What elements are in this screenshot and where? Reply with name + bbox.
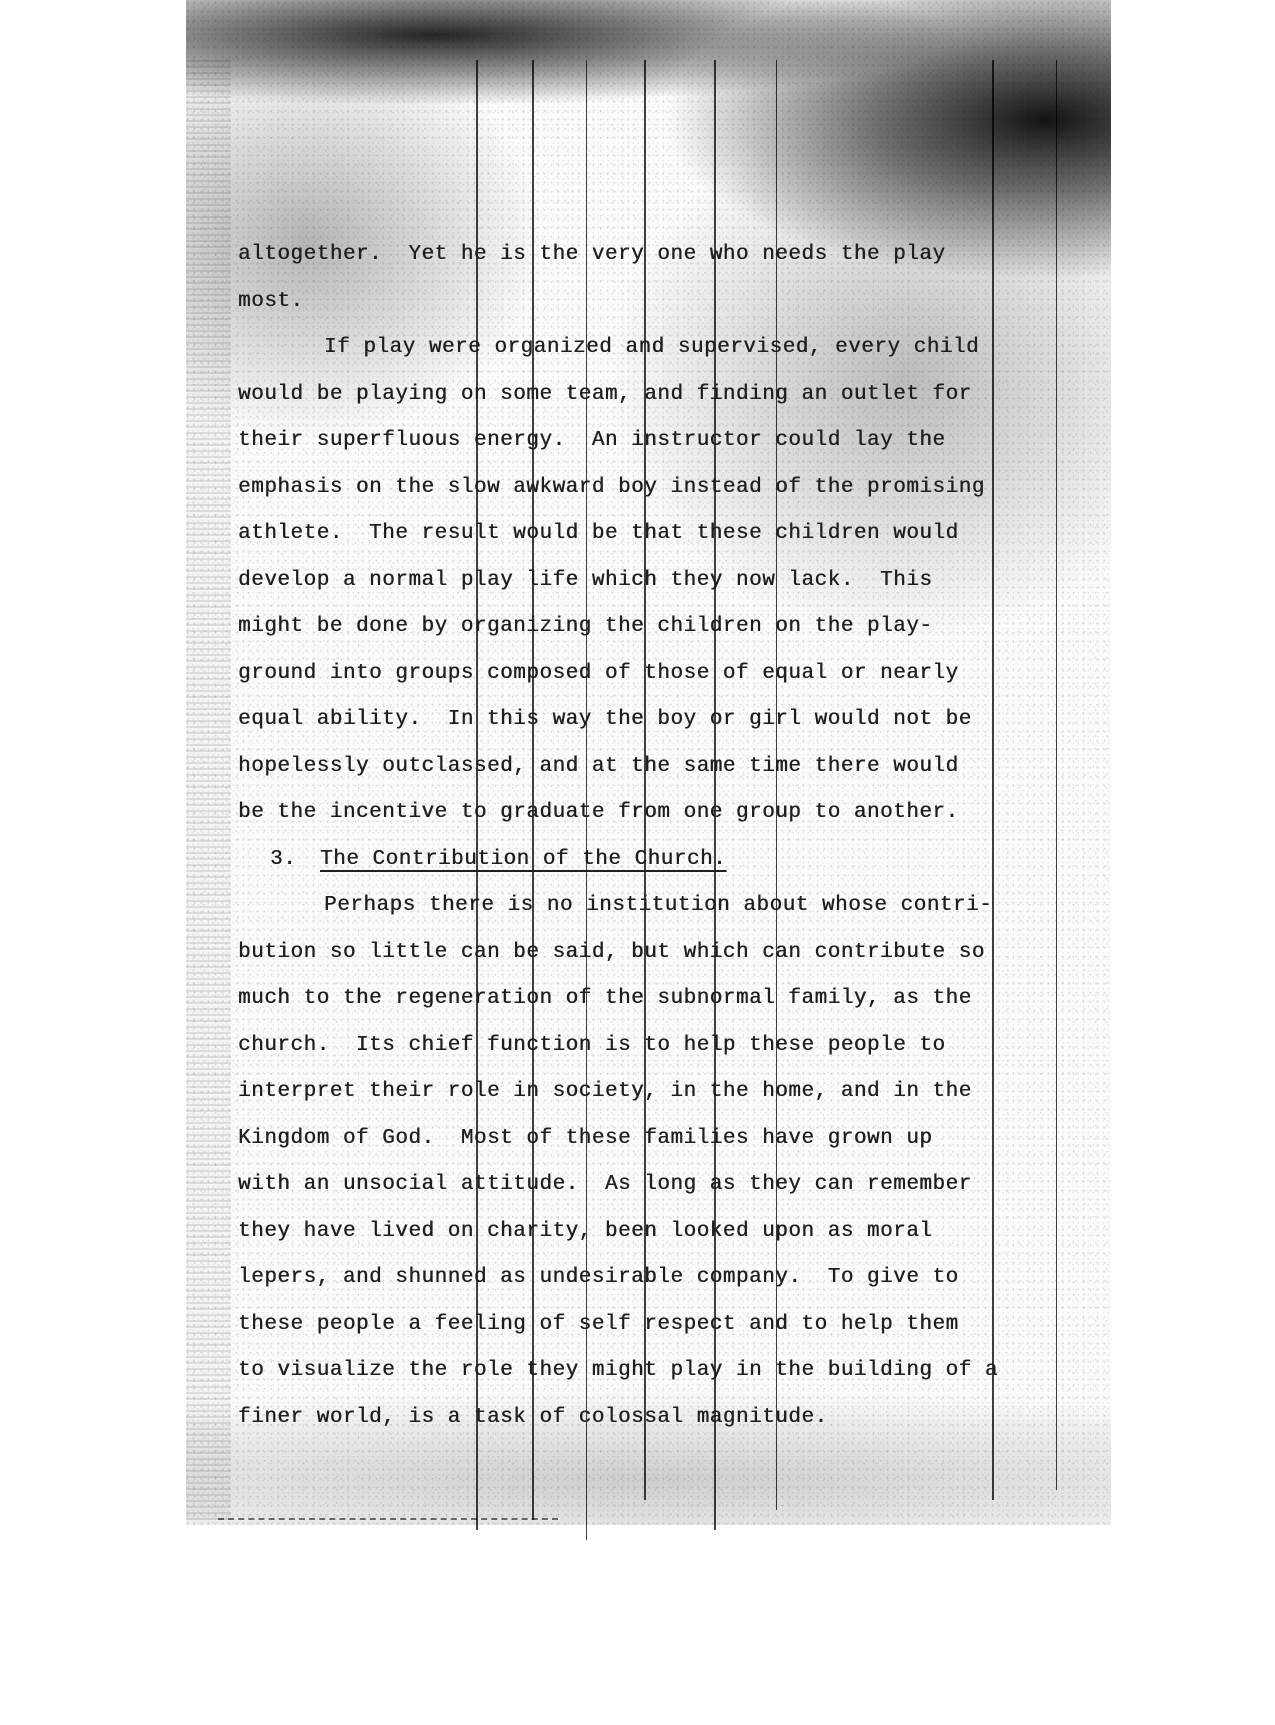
section-number: 3. (270, 847, 297, 871)
text-line: interpret their role in society, in the home, and in the (238, 1080, 972, 1103)
text-line: equal ability. In this way the boy or girl would not be (238, 708, 972, 731)
section-title: The Contribution of the Church. (320, 847, 727, 871)
text-line: they have lived on charity, been looked upon as moral (238, 1219, 933, 1243)
text-line: ground into groups composed of those of equal or nearly (238, 661, 959, 685)
text-line: be the incentive to graduate from one group to another. (238, 801, 959, 824)
section-heading (238, 837, 1098, 884)
text-line: lepers, and shunned as undesirable company. To give to (238, 1266, 959, 1289)
text-line: bution so little can be said, but which can contribute so (238, 940, 985, 964)
text-line: athlete. The result would be that these children would (238, 522, 959, 545)
text-line: If play were organized and supervised, every child (324, 336, 980, 359)
text-line: finer world, is a task of colossal magnitude. (238, 1405, 828, 1429)
body-text (238, 232, 1098, 1441)
text-line: would be playing on some team, and finding an outlet for (238, 382, 972, 406)
text-line: these people a feeling of self respect and to help them (238, 1312, 959, 1336)
text-line: might be done by organizing the children on the play- (238, 615, 933, 638)
text-line: altogether. Yet he is the very one who needs the play (238, 243, 946, 266)
text-line: develop a normal play life which they now lack. This (238, 568, 933, 592)
text-line: hopelessly outclassed, and at the same time there would (238, 754, 959, 778)
text-line: their superfluous energy. An instructor could lay the (238, 429, 946, 452)
text-line: to visualize the role they might play in the building of a (238, 1359, 998, 1382)
text-line: with an unsocial attitude. As long as they can remember (238, 1173, 972, 1196)
text-line: much to the regeneration of the subnormal family, as the (238, 987, 972, 1010)
text-line: church. Its chief function is to help these people to (238, 1033, 946, 1057)
text-line: emphasis on the slow awkward boy instead of the promising (238, 475, 985, 499)
scan-edge-noise (186, 60, 231, 1520)
text-line: most. (238, 289, 304, 313)
text-line: Kingdom of God. Most of these families have grown up (238, 1126, 933, 1150)
bottom-scan-mark (218, 1518, 558, 1520)
text-line: Perhaps there is no institution about whose contri- (324, 894, 993, 917)
